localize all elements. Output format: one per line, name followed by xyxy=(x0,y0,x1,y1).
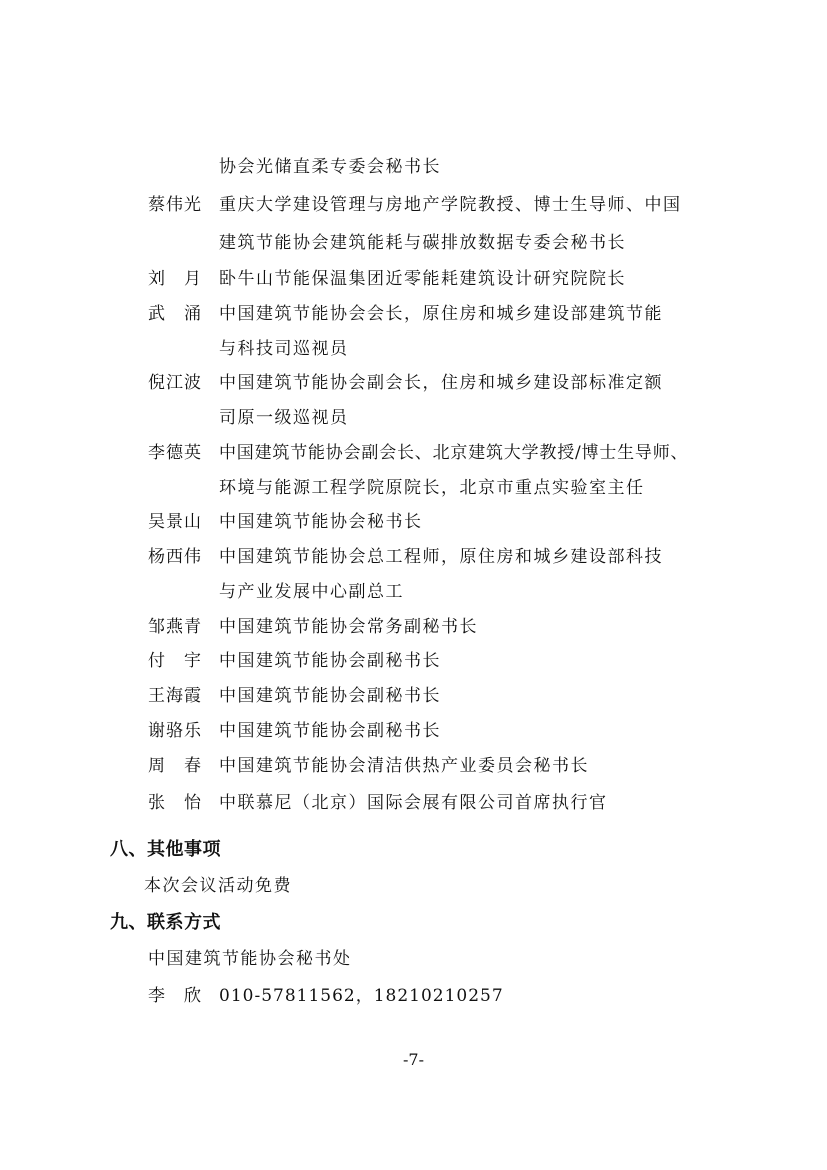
contact-name: 李 欣 xyxy=(148,986,202,1006)
member-desc-line: 卧牛山节能保温集团近零能耗建筑设计研究院院长 xyxy=(219,269,626,289)
member-desc-line: 中国建筑节能协会秘书长 xyxy=(219,512,423,532)
member-desc-line: 中国建筑节能协会清洁供热产业委员会秘书长 xyxy=(219,756,589,776)
member-desc-line: 中国建筑节能协会常务副秘书长 xyxy=(219,617,478,637)
member-name: 王海霞 xyxy=(148,686,202,706)
member-name: 张 怡 xyxy=(148,793,202,813)
member-name: 倪江波 xyxy=(148,373,202,393)
section-heading-contact: 九、联系方式 xyxy=(110,912,221,933)
member-name: 吴景山 xyxy=(148,512,202,532)
member-name: 杨西伟 xyxy=(148,547,202,567)
section-heading-other-matters: 八、其他事项 xyxy=(110,839,221,860)
member-name: 李德英 xyxy=(148,443,202,463)
member-desc-line: 重庆大学建设管理与房地产学院教授、博士生导师、中国 xyxy=(219,195,682,215)
member-desc-line: 环境与能源工程学院原院长，北京市重点实验室主任 xyxy=(219,478,645,498)
member-desc-line: 中联慕尼（北京）国际会展有限公司首席执行官 xyxy=(219,793,608,813)
member-name: 蔡伟光 xyxy=(148,195,202,215)
contact-organization: 中国建筑节能协会秘书处 xyxy=(148,949,352,969)
member-name: 谢骆乐 xyxy=(148,721,202,741)
member-desc-line: 中国建筑节能协会总工程师，原住房和城乡建设部科技 xyxy=(219,547,663,567)
contact-phones: 010-57811562，18210210257 xyxy=(219,986,504,1006)
section-body-free: 本次会议活动免费 xyxy=(144,876,292,896)
member-desc-continued: 协会光储直柔专委会秘书长 xyxy=(219,157,441,177)
member-desc-line: 中国建筑节能协会副秘书长 xyxy=(219,651,441,671)
member-name: 刘 月 xyxy=(148,269,202,289)
member-name: 武 涌 xyxy=(148,304,202,324)
member-desc-line: 建筑节能协会建筑能耗与碳排放数据专委会秘书长 xyxy=(219,233,626,253)
member-desc-line: 中国建筑节能协会副会长，住房和城乡建设部标准定额 xyxy=(219,373,663,393)
member-desc-line: 中国建筑节能协会副秘书长 xyxy=(219,721,441,741)
member-desc-line: 中国建筑节能协会会长，原住房和城乡建设部建筑节能 xyxy=(219,304,663,324)
member-desc-line: 与科技司巡视员 xyxy=(219,339,349,359)
member-desc-line: 司原一级巡视员 xyxy=(219,408,349,428)
member-desc-line: 中国建筑节能协会副秘书长 xyxy=(219,686,441,706)
member-desc-line: 中国建筑节能协会副会长、北京建筑大学教授/博士生导师、 xyxy=(219,443,689,463)
member-name: 周 春 xyxy=(148,756,202,776)
member-name: 付 宇 xyxy=(148,651,202,671)
page-number: -7- xyxy=(403,1050,424,1069)
member-name: 邹燕青 xyxy=(148,617,202,637)
member-desc-line: 与产业发展中心副总工 xyxy=(219,582,404,602)
